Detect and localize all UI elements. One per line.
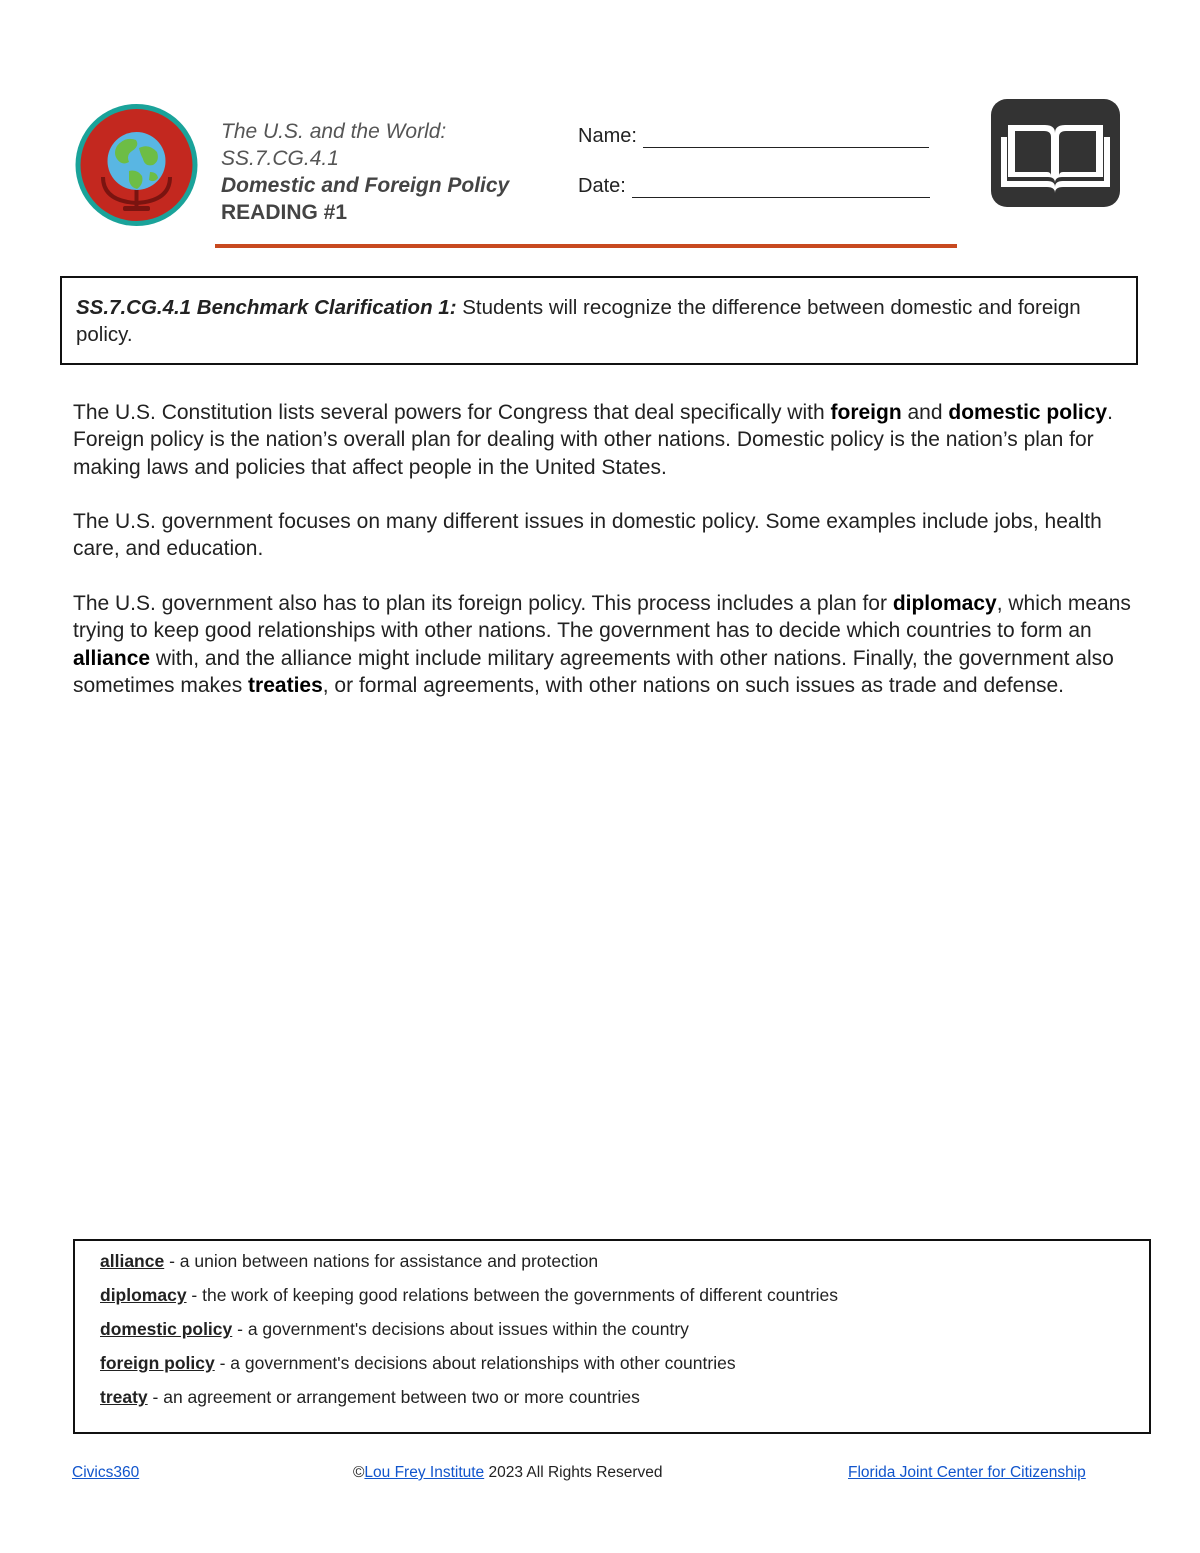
p1-text: . Foreign policy is the nation’s overall plan for dealing with other nations. Domestic policy is the nation’s plan for making laws and policies that affect people in the United States. (73, 401, 1113, 479)
worksheet-header (221, 118, 509, 226)
benchmark-clarification (76, 294, 1116, 348)
copyright-text: 2023 All Rights Reserved (484, 1464, 663, 1481)
p3-text: , which means trying to keep good relationships with other nations. The government has to decide which countries to form an (73, 592, 1131, 643)
header-divider (215, 244, 957, 248)
date-field[interactable] (578, 168, 930, 198)
name-date-fields (578, 118, 930, 218)
paragraph-3 (73, 590, 1133, 699)
glossary-definition: - a government's decisions about issues within the country (232, 1319, 689, 1339)
glossary-term: domestic policy (100, 1319, 233, 1339)
glossary-box (73, 1239, 1151, 1434)
p1-text: and (901, 401, 949, 424)
term-diplomacy: diplomacy (892, 592, 997, 616)
glossary-item (100, 1317, 1139, 1351)
benchmark-description: Students will recognize the difference between domestic and foreign policy. (76, 296, 1081, 346)
glossary-definition: - a union between nations for assistance and protection (164, 1251, 599, 1271)
glossary-term: alliance (100, 1251, 165, 1271)
date-label: Date: (578, 175, 626, 197)
glossary-item (100, 1249, 1139, 1283)
term-foreign: foreign (830, 401, 902, 424)
name-blank[interactable] (643, 129, 929, 148)
lou-frey-institute-link[interactable]: Lou Frey Institute (364, 1464, 485, 1481)
glossary-term: treaty (100, 1387, 148, 1407)
book-icon (991, 99, 1120, 207)
p3-text: with, and the alliance might include military agreements with other nations. Finally, the government also sometimes makes (73, 646, 1114, 697)
p1-text: The U.S. Constitution lists several powers for Congress that deal specifically with (73, 401, 831, 424)
glossary-item (100, 1385, 1139, 1419)
civics360-link[interactable]: Civics360 (72, 1464, 140, 1481)
glossary-list (100, 1249, 1139, 1419)
term-alliance: alliance (73, 646, 151, 670)
copyright-symbol: © (353, 1464, 365, 1481)
glossary-item (100, 1351, 1139, 1385)
fjcc-link[interactable]: Florida Joint Center for Citizenship (848, 1464, 1086, 1481)
glossary-definition: - an agreement or arrangement between two or more countries (147, 1387, 640, 1407)
date-blank[interactable] (632, 179, 930, 198)
unit-title: The U.S. and the World: (221, 120, 447, 143)
reading-body (73, 399, 1133, 727)
paragraph-1 (73, 399, 1133, 481)
glossary-term: foreign policy (100, 1353, 215, 1373)
lesson-title: Domestic and Foreign Policy (221, 174, 510, 197)
glossary-term: diplomacy (100, 1285, 187, 1305)
benchmark-box (60, 276, 1138, 365)
benchmark-label: SS.7.CG.4.1 Benchmark Clarification 1: (76, 296, 457, 319)
glossary-item (100, 1283, 1139, 1317)
term-treaties: treaties (248, 673, 323, 697)
footer-left (72, 1464, 139, 1482)
benchmark-code: SS.7.CG.4.1 (221, 147, 339, 170)
globe-icon (73, 103, 200, 227)
footer-copyright (353, 1464, 663, 1482)
p3-text: , or formal agreements, with other nations on such issues as trade and defense. (322, 673, 1065, 697)
p3-text: The U.S. government also has to plan its foreign policy. This process includes a plan for (73, 592, 893, 616)
paragraph-2: The U.S. government focuses on many different issues in domestic policy. Some examples include jobs, health care, and education. (73, 510, 1102, 561)
name-field[interactable] (578, 118, 930, 148)
term-domestic-policy: domestic policy (948, 401, 1108, 424)
footer-right (848, 1464, 1086, 1482)
name-label: Name: (578, 125, 637, 147)
glossary-definition: - a government's decisions about relationships with other countries (214, 1353, 736, 1373)
glossary-definition: - the work of keeping good relations between the governments of different countries (186, 1285, 839, 1305)
reading-number: READING #1 (221, 201, 348, 224)
